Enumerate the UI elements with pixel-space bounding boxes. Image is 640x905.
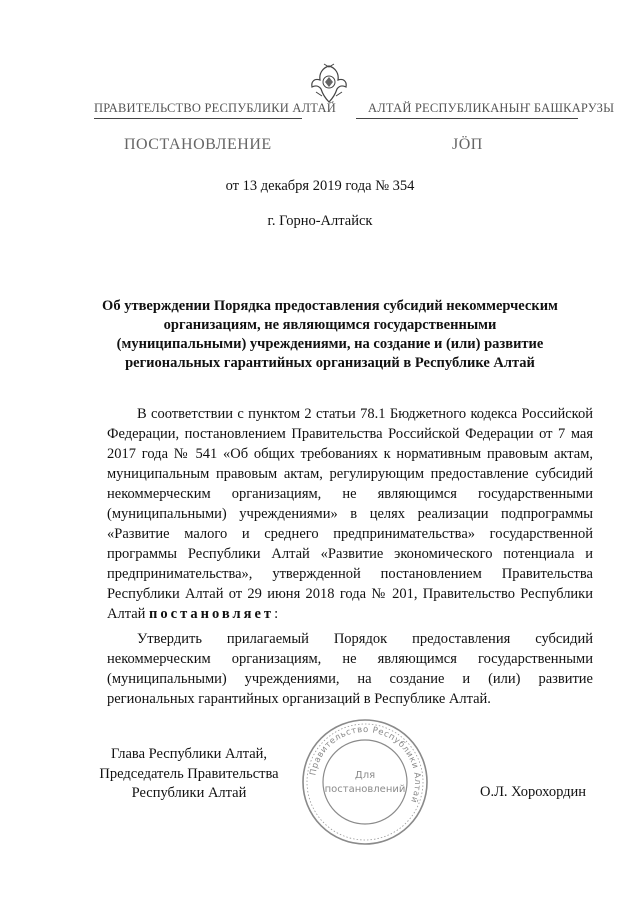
document-city: г. Горно-Алтайск xyxy=(267,213,373,229)
doc-type-russian: ПОСТАНОВЛЕНИЕ xyxy=(124,136,272,153)
document-date-number: от 13 декабря 2019 года № 354 xyxy=(225,178,415,194)
header-rule-left xyxy=(94,118,302,119)
signatory-line-1: Глава Республики Алтай, xyxy=(110,746,268,762)
official-seal-icon xyxy=(299,716,431,848)
republic-altai-emblem-icon xyxy=(308,62,350,106)
header-rule-right xyxy=(356,118,578,119)
signatory-name: О.Л. Хорохордин xyxy=(480,784,587,800)
seal-center-line-1: Для xyxy=(354,770,376,781)
signatory-line-2: Председатель Правительства xyxy=(99,765,279,782)
document-title: Об утверждении Порядка предоставления субсидий некоммерческим организациям, не являющимся государственными (муниципальными) учреждениями, на создание и (или) развитие региональных гарантийных организаций в Республике Алтай xyxy=(102,298,558,371)
resolution-paragraph: Утвердить прилагаемый Порядок предоставления субсидий некоммерческим организациям, не являющимся государственными (муниципальными) учреждениями, на создание и (или) развитие региональных гарантийных организаций в Республике Алтай. xyxy=(107,631,593,707)
decree-keyword: постановляет xyxy=(149,606,275,622)
signatory-line-3: Республики Алтай xyxy=(131,785,247,801)
seal-ring-text: Правительство Республики Алтай xyxy=(308,724,423,805)
org-name-russian: ПРАВИТЕЛЬСТВО РЕСПУБЛИКИ АЛТАЙ xyxy=(94,101,336,115)
preamble-paragraph xyxy=(107,404,593,624)
preamble-text: В соответствии с пунктом 2 статьи 78.1 Бюджетного кодекса Российской Федерации, постановлением Правительства Российской Федерации от 7 мая 2017 года № 541 «Об общих требованиях к нормативным правовым актам, муниципальным правовым актам, регулирующим предоставление субсидий некоммерческим организациям, не являющимся государственными (муниципальными) учреждениями» в целях реализации подпрограммы «Развитие малого и среднего предпринимательства» государственной программы Республики Алтай «Развитие экономического потенциала и предпринимательства», утвержденной постановлением Правительства Республики Алтай от 29 июня 2018 года № 201, Правительство Республики Алтай xyxy=(107,406,593,622)
preamble-tail: : xyxy=(274,606,279,622)
doc-type-altai: ЈӦП xyxy=(452,136,483,153)
org-name-altai: АЛТАЙ РЕСПУБЛИКАНЫҤ БАШКАРУЗЫ xyxy=(368,101,615,115)
seal-center-line-2: постановлений xyxy=(324,784,406,795)
signatory-title xyxy=(80,745,298,804)
